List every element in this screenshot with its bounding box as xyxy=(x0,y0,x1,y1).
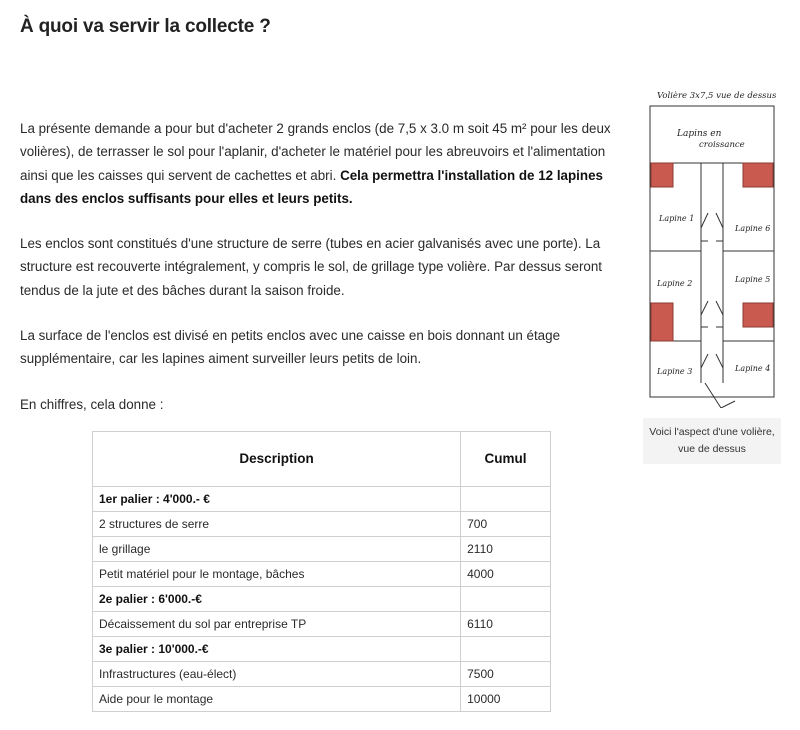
cumul-cell: 6110 xyxy=(461,612,551,637)
table-row xyxy=(93,537,551,562)
description-cell: le grillage xyxy=(93,537,461,562)
sketch-pen-label-3: Lapine 3 xyxy=(657,367,693,376)
aviary-sketch xyxy=(643,83,781,408)
sketch-pen-label-1: Lapine 1 xyxy=(659,214,695,223)
figure-caption: Voici l'aspect d'une volière, vue de dessus xyxy=(643,418,781,464)
sketch-box-2 xyxy=(743,163,773,187)
paragraph-structure: Les enclos sont constitués d'une structure de serre (tubes en acier galvanisés avec une porte). La structure est recouverte intégralement, y compris le sol, de grillage type volière. Par dessus seront tendus de la jute et des bâches durant la saison froide. xyxy=(20,236,603,298)
sketch-young-area-label-1: Lapins en xyxy=(677,129,722,139)
description-cell: 2 structures de serre xyxy=(93,512,461,537)
table-row xyxy=(93,512,551,537)
cumul-cell xyxy=(461,637,551,662)
table-header-row xyxy=(93,432,551,487)
table-row xyxy=(93,687,551,712)
cumul-cell: 2110 xyxy=(461,537,551,562)
sketch-door-3 xyxy=(701,301,708,327)
sketch-main-door xyxy=(705,383,735,408)
paragraph-purpose xyxy=(20,117,625,210)
sketch-box-1 xyxy=(651,163,673,187)
paragraph-figures-intro: En chiffres, cela donne : xyxy=(20,396,164,412)
table-row xyxy=(93,562,551,587)
cost-table-body xyxy=(93,487,551,712)
cumul-cell: 700 xyxy=(461,512,551,537)
sketch-title: Volière 3x7,5 vue de dessus xyxy=(657,91,777,101)
sketch-door-4 xyxy=(716,301,723,327)
paragraph-purpose-highlight: Cela permettra l'installation de 12 lapines dans des enclos suffisants pour elles et leurs petits. xyxy=(20,167,603,206)
page-title: À quoi va servir la collecte ? xyxy=(20,16,271,37)
sketch-door-6 xyxy=(716,354,723,368)
sketch-pen-label-5: Lapine 5 xyxy=(735,275,771,284)
description-cell: Décaissement du sol par entreprise TP xyxy=(93,612,461,637)
column-header-description: Description xyxy=(93,432,461,487)
sketch-pen-label-4: Lapine 4 xyxy=(735,364,771,373)
table-tier-row xyxy=(93,637,551,662)
sketch-box-3 xyxy=(651,303,673,341)
sketch-pen-label-6: Lapine 6 xyxy=(735,224,771,233)
description-cell: Aide pour le montage xyxy=(93,687,461,712)
tier-label-cell: 1er palier : 4'000.- € xyxy=(93,487,461,512)
column-header-cumul: Cumul xyxy=(461,432,551,487)
tier-label-cell: 2e palier : 6'000.-€ xyxy=(93,587,461,612)
cumul-cell: 4000 xyxy=(461,562,551,587)
sketch-door-5 xyxy=(701,354,708,368)
table-row xyxy=(93,662,551,687)
sketch-young-area-label-2: croissance xyxy=(699,140,745,150)
cumul-cell xyxy=(461,587,551,612)
cumul-cell: 7500 xyxy=(461,662,551,687)
paragraph-layout: La surface de l'enclos est divisé en petits enclos avec une caisse en bois donnant un étage supplémentaire, car les lapines aiment surveiller leurs petits de loin. xyxy=(20,328,561,367)
sketch-door-1 xyxy=(701,213,708,241)
cumul-cell: 10000 xyxy=(461,687,551,712)
sketch-door-2 xyxy=(716,213,723,241)
cost-table xyxy=(92,431,551,712)
aviary-sketch-drawing xyxy=(643,83,781,408)
description-cell: Infrastructures (eau-élect) xyxy=(93,662,461,687)
description-cell: Petit matériel pour le montage, bâches xyxy=(93,562,461,587)
sketch-box-4 xyxy=(743,303,773,327)
paragraph-purpose-text: La présente demande a pour but d'acheter 2 grands enclos (de 7,5 x 3.0 m soit 45 m² pour les deux volières), de terrasser le sol pour l'aplanir, d'acheter le matériel pour les abreuvoirs et l'alimentation ainsi que les caisses qui servent de cachettes et abri. xyxy=(20,121,611,183)
table-row xyxy=(93,612,551,637)
sketch-pen-label-2: Lapine 2 xyxy=(657,279,693,288)
tier-label-cell: 3e palier : 10'000.-€ xyxy=(93,637,461,662)
cumul-cell xyxy=(461,487,551,512)
description-text xyxy=(20,117,625,438)
table-tier-row xyxy=(93,487,551,512)
table-tier-row xyxy=(93,587,551,612)
